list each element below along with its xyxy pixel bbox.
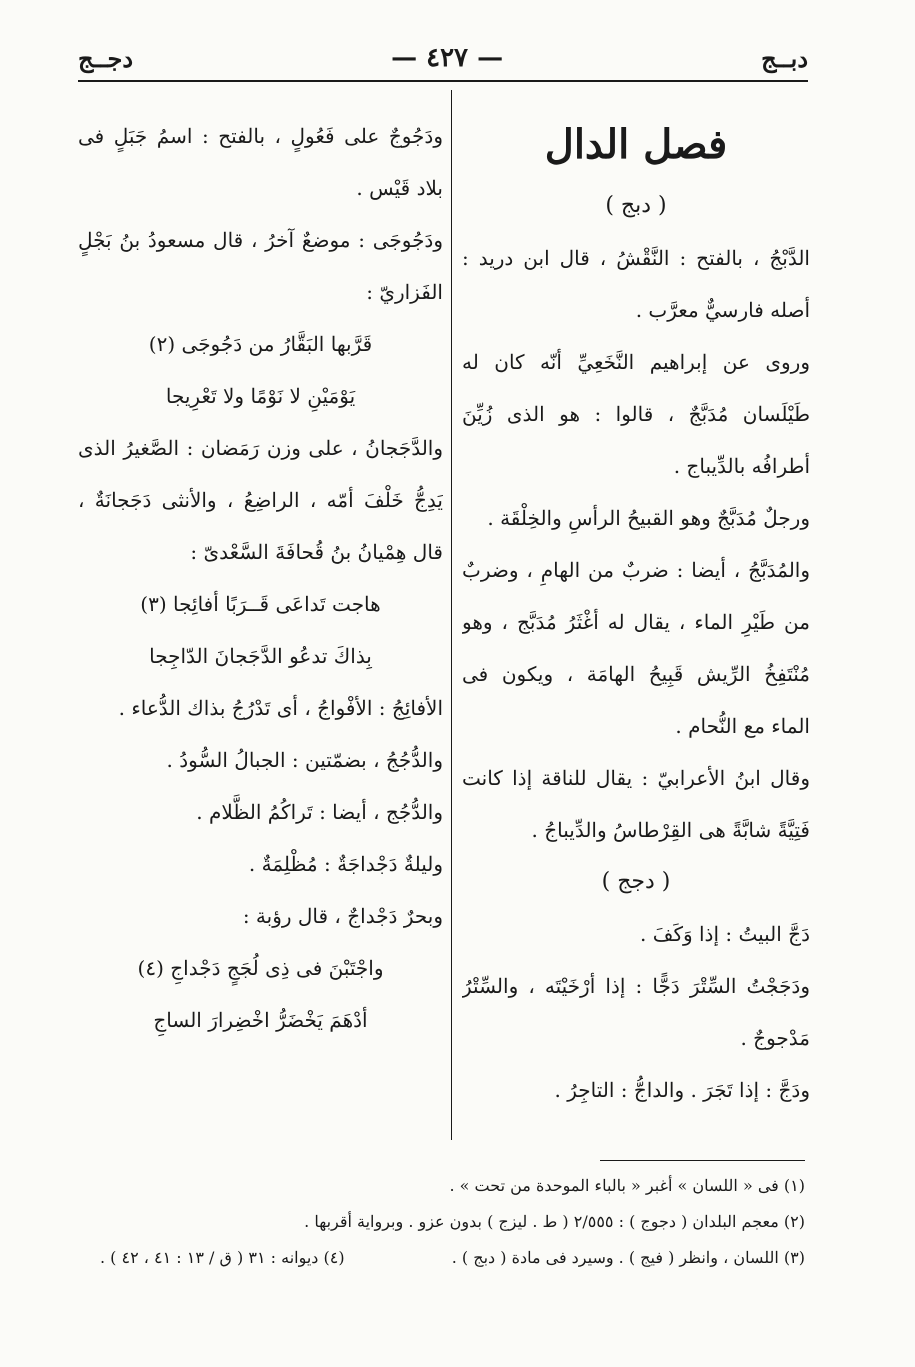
- right-column: [462, 110, 810, 1140]
- column-divider: [451, 90, 452, 1140]
- entry-paragraph: وليلةٌ دَجْداجَةٌ : مُظْلِمَةٌ .: [248, 852, 443, 876]
- entry-paragraph: ودَجُوجَى : موضعٌ آخرُ ، قال مسعودُ بنُ بَجْلٍ الفَزاريّ :: [78, 228, 443, 304]
- entry-paragraph: الدَّبْجُ ، بالفتح : النَّقْشُ ، قال ابن دريد : أصله فارسيٌّ معرَّب .: [462, 246, 810, 322]
- footnote: (٤) ديوانه : ٣١ ( ق / ١٣ : ٤١ ، ٤٢ ) .: [100, 1248, 345, 1267]
- footnotes: [100, 1168, 805, 1276]
- verse-line: قَرَّبها البَقَّارُ من دَجُوجَى (٢): [148, 332, 373, 356]
- footnote: (٣) اللسان ، وانظر ( فيج ) . وسيرد فى مادة ( دبج ) .: [451, 1248, 805, 1267]
- entry-paragraph: والمُدَبَّجُ ، أيضا : ضربٌ من الهامِ ، وضربٌ من طَيْرِ الماء ، يقال له أغْثَرُ مُدَبَّج ، وهو مُنْتَفِخُ الرِّيش قَبِيحُ الهامَة ، ويكون فى الماء مع النُّحام .: [462, 558, 810, 738]
- verse-line: بِذاكَ تدعُو الدَّجَجانَ الدّاجِجا: [149, 644, 372, 668]
- page-number: — ٤٢٧ —: [391, 43, 504, 73]
- footnote: (٢) معجم البلدان ( دجوج ) : ٢/٥٥٥ ( ط . ليزج ) بدون عزو . وبرواية أقربها .: [304, 1212, 805, 1231]
- header-root-left: دجــج: [78, 43, 134, 73]
- verse-line: هاجت تَداعَى قَــرَبًا أفائِجا (٣): [140, 592, 381, 616]
- page-header: [78, 38, 808, 78]
- root-heading-djj: ( دجج ): [601, 869, 671, 894]
- verse-line: أدْهَمَ يَخْضَرُّ اخْضِرارَ الساجِ: [153, 1008, 368, 1032]
- entry-paragraph: ودَجُوجٌ على فَعُولٍ ، بالفتح : اسمُ جَبَلٍ فى بلاد قَيْس .: [78, 124, 443, 200]
- header-rule: [78, 80, 808, 82]
- verse-line: يَوْمَيْنِ لا نَوْمًا ولا تَعْرِيجا: [165, 384, 356, 408]
- header-root-right: دبــج: [761, 43, 808, 73]
- footnote: (١) فى « اللسان » أغبر « بالباء الموحدة من تحت » .: [449, 1176, 805, 1195]
- entry-paragraph: ورجلٌ مُدَبَّجٌ وهو القبيحُ الرأسِ والخِلْقَة .: [487, 506, 810, 530]
- root-heading-dbj: ( دبج ): [605, 193, 667, 218]
- entry-paragraph: والدُّجُج ، أيضا : تَراكُمُ الظَّلام .: [196, 800, 443, 824]
- section-title: فصل الدال: [544, 121, 728, 168]
- entry-paragraph: وقال ابنُ الأعرابيّ : يقال للناقة إذا كانت فَتِيَّةً شابَّةً هى القِرْطاسُ والدِّيباجُ .: [462, 766, 810, 842]
- left-column: [78, 110, 443, 1140]
- footnote-rule: [600, 1160, 805, 1161]
- entry-paragraph: ودَجَّ : إذا تَجَرَ . والداجُّ : التاجِرُ .: [554, 1078, 810, 1102]
- entry-paragraph: وروى عن إبراهيم النَّخَعِيِّ أنّه كان له طَيْلَسان مُدَبَّجٌ ، قالوا : هو الذى زُيِّنَ أطرافُه بالدِّيباج .: [462, 350, 810, 478]
- entry-paragraph: والدُّجُجُ ، بضمّتين : الجبالُ السُّودُ .: [166, 748, 443, 772]
- entry-paragraph: والدَّجَجانُ ، على وزن رَمَضان : الصَّغيرُ الذى يَدِجُّ خَلْفَ أمّه ، الراضِعُ ، والأنثى دَجَجانَةٌ ، قال هِمْيانُ بنُ قُحافَةَ السَّعْدىّ :: [78, 436, 443, 564]
- entry-paragraph: وبحرٌ دَجْداجٌ ، قال رؤبة :: [242, 904, 443, 928]
- entry-paragraph: دَجَّ البيتُ : إذا وَكَفَ .: [640, 922, 810, 946]
- verse-line: واجْتَبْنَ فى ذِى لُجَجٍ دَجْداجِ (٤): [137, 956, 384, 980]
- entry-paragraph: ودَجَجْتُ السِّتْرَ دَجًّا : إذا أرْخَيْتَه ، والسِّتْرُ مَدْجوجٌ .: [462, 974, 810, 1050]
- footnote-row: [100, 1240, 805, 1276]
- entry-paragraph: الأفائِجُ : الأفْواجُ ، أى تَدْرُجُ بذاك الدُّعاء .: [118, 696, 443, 720]
